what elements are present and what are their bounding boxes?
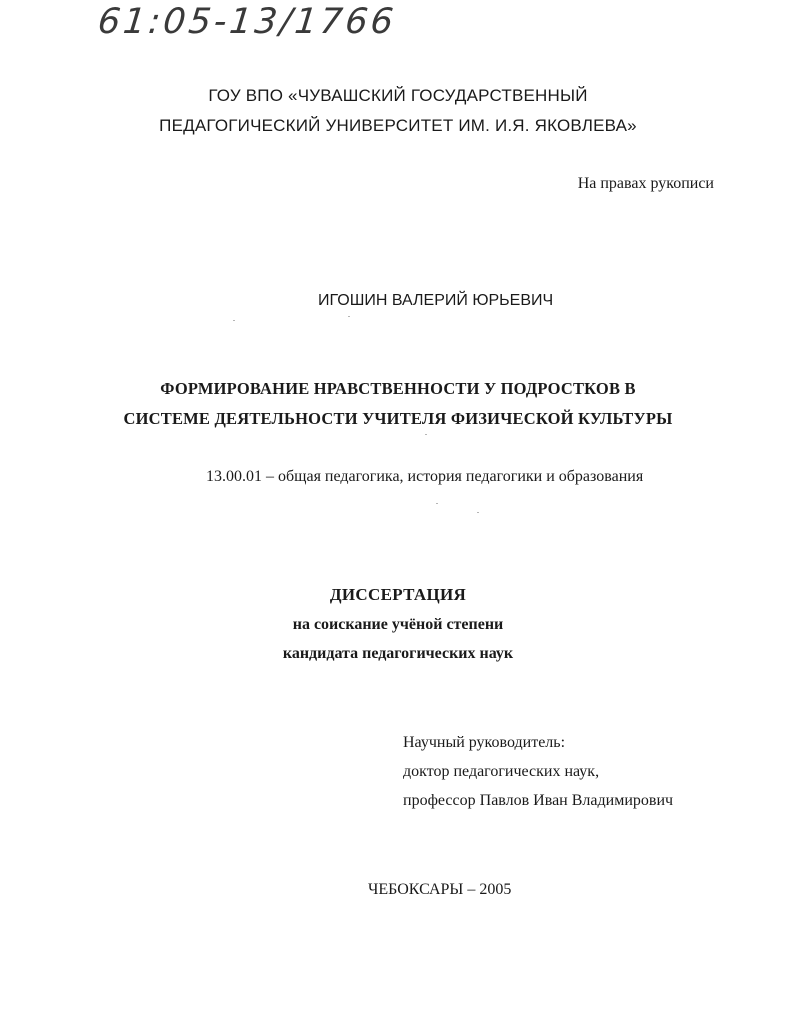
institution-line-2: ПЕДАГОГИЧЕСКИЙ УНИВЕРСИТЕТ ИМ. И.Я. ЯКОВЛЕВА» bbox=[159, 116, 637, 135]
author-name: ИГОШИН ВАЛЕРИЙ ЮРЬЕВИЧ bbox=[318, 292, 554, 309]
title-line-1: ФОРМИРОВАНИЕ НРАВСТВЕННОСТИ У ПОДРОСТКОВ В bbox=[160, 379, 636, 398]
supervisor-degree: доктор педагогических наук, bbox=[403, 763, 600, 780]
dissertation-degree-line-2: кандидата педагогических наук bbox=[282, 645, 514, 662]
city-year: ЧЕБОКСАРЫ – 2005 bbox=[368, 881, 512, 898]
scan-speck bbox=[477, 512, 479, 513]
dissertation-heading: ДИССЕРТАЦИЯ bbox=[329, 585, 467, 604]
supervisor-name: профессор Павлов Иван Владимирович bbox=[403, 792, 674, 809]
scan-speck bbox=[425, 434, 427, 435]
rights-note: На правах рукописи bbox=[577, 175, 714, 192]
scan-speck bbox=[348, 316, 350, 317]
scan-speck bbox=[233, 320, 235, 321]
institution-line-1: ГОУ ВПО «ЧУВАШСКИЙ ГОСУДАРСТВЕННЫЙ bbox=[208, 86, 588, 105]
title-line-2: СИСТЕМЕ ДЕЯТЕЛЬНОСТИ УЧИТЕЛЯ ФИЗИЧЕСКОЙ КУЛЬТУРЫ bbox=[123, 409, 673, 428]
supervisor-label: Научный руководитель: bbox=[403, 734, 566, 751]
scan-speck bbox=[436, 503, 438, 504]
specialty-code: 13.00.01 – общая педагогика, история педагогики и образования bbox=[206, 468, 644, 485]
dissertation-degree-line-1: на соискание учёной степени bbox=[292, 616, 504, 633]
archive-number-handwritten: 61:05-13/1766 bbox=[95, 2, 399, 42]
